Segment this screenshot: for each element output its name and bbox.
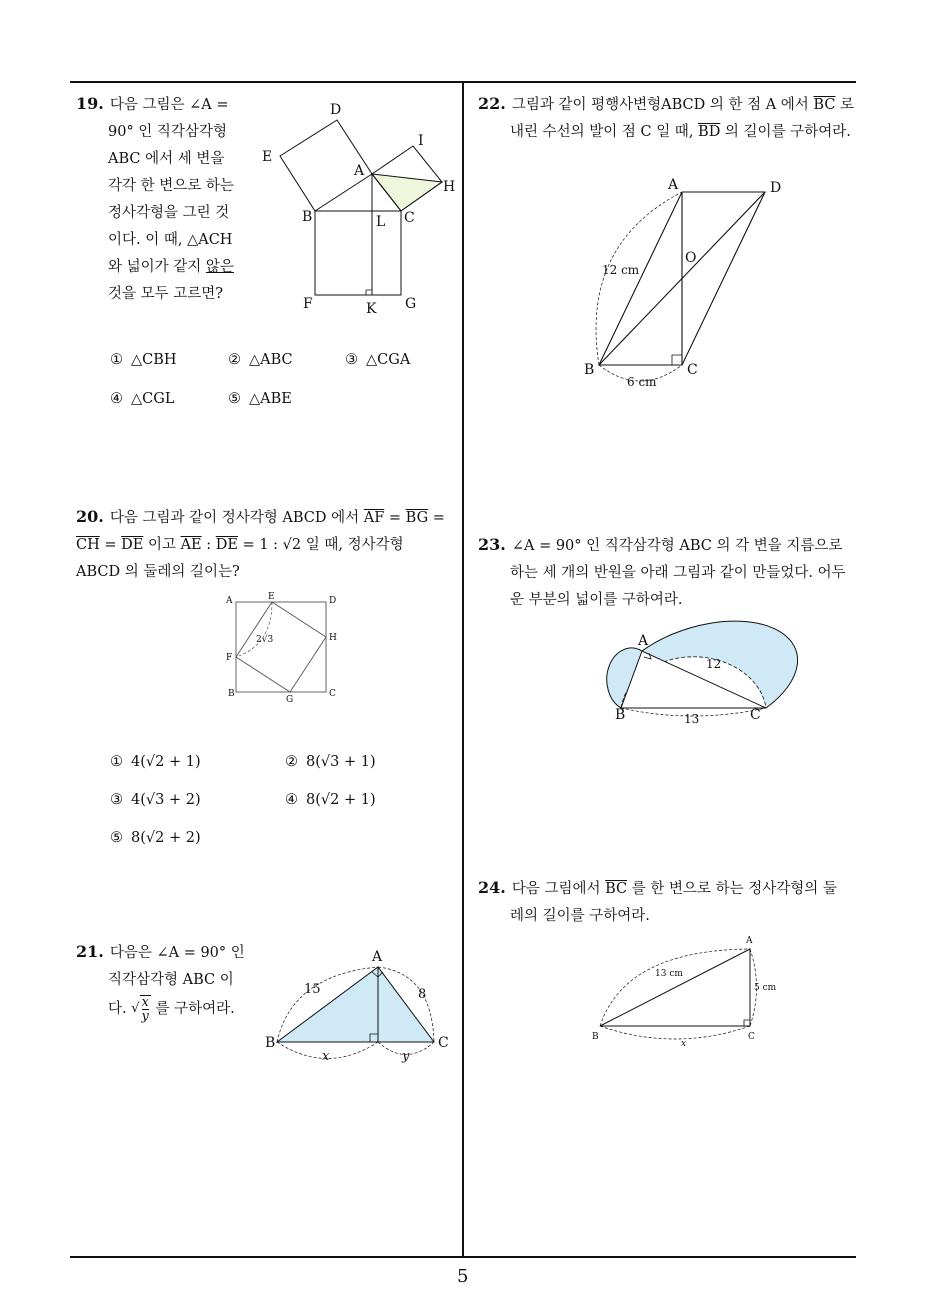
label-C: C bbox=[404, 210, 415, 226]
question-20: 20. 다음 그림과 같이 정사각형 ABCD 에서 $\overline{AF} = \overline{BG}$ = $\overline{CH} = \overline{DE}$ 이고 $\overline{AE}$ : $\overline{DE} = 1$ : √2 일 때, 정사각형 ABCD 의 둘레의 길이는? bbox=[76, 503, 445, 586]
q24-line: 레의 길이를 구하여라. bbox=[510, 908, 650, 924]
right-angle-mark bbox=[672, 355, 682, 365]
q21-line: 직각삼각형 ABC 이 bbox=[108, 972, 234, 988]
label-H: H bbox=[329, 633, 337, 643]
label-12cm: 12 cm bbox=[602, 263, 640, 277]
question-number: 23. bbox=[478, 535, 506, 554]
choice-3[interactable]: ③ 4(√3 + 2) bbox=[110, 792, 201, 808]
label-A: A bbox=[638, 633, 649, 649]
label-x: x bbox=[322, 1049, 330, 1064]
page-number: 5 bbox=[457, 1266, 469, 1287]
right-angle-mark bbox=[744, 1020, 750, 1026]
q19-line: 와 넓이가 같지 bbox=[108, 259, 206, 275]
segment-DE: $\overline{DE}$ bbox=[121, 537, 144, 553]
label-O: O bbox=[685, 250, 697, 266]
label-L: L bbox=[376, 214, 386, 230]
label-y: y bbox=[402, 1049, 410, 1064]
label-G: G bbox=[405, 296, 417, 312]
label-I: I bbox=[418, 133, 424, 149]
q19-line: 90° 인 직각삼각형 bbox=[108, 124, 227, 140]
square-ABCD bbox=[236, 602, 326, 692]
label-H: H bbox=[443, 179, 456, 195]
inner-square-EHGF bbox=[236, 602, 326, 692]
label-D: D bbox=[770, 180, 782, 196]
label-B: B bbox=[265, 1035, 276, 1051]
question-number: 20. bbox=[76, 507, 104, 526]
square-on-BC bbox=[315, 211, 401, 295]
label-C: C bbox=[687, 362, 698, 378]
label-A: A bbox=[668, 177, 679, 193]
label-E: E bbox=[268, 592, 275, 602]
choice-2[interactable]: ② △ABC bbox=[228, 352, 293, 368]
segment-BD: $\overline{BD}$ bbox=[698, 124, 721, 140]
q23-figure bbox=[600, 612, 780, 742]
label-B: B bbox=[592, 1032, 599, 1042]
label-B: B bbox=[615, 707, 626, 723]
label-13cm: 13 cm bbox=[655, 969, 683, 979]
question-24: 24. 다음 그림에서 $\overline{BC}$ 를 한 변으로 하는 정사각형의 둘 레의 길이를 구하여라. bbox=[478, 874, 837, 930]
label-G: G bbox=[286, 695, 294, 705]
label-6cm: 6 cm bbox=[627, 375, 657, 389]
choice-4[interactable]: ④ 8(√2 + 1) bbox=[285, 792, 376, 808]
question-22: 22. 그림과 같이 평행사변형ABCD 의 한 점 A 에서 $\overline{BC}$ 로 내린 수선의 발이 점 C 일 때, $\overline{BD}$ 의 길이를 구하여라. bbox=[478, 94, 855, 140]
label-A: A bbox=[226, 596, 233, 606]
label-K: K bbox=[366, 301, 377, 317]
q24-figure bbox=[585, 930, 805, 1050]
label-5cm: 5 cm bbox=[754, 983, 777, 993]
label-8: 8 bbox=[418, 987, 427, 1002]
label-F: F bbox=[226, 653, 233, 663]
question-number: 19. bbox=[76, 94, 104, 113]
question-23: 23. ∠A = 90° 인 직각삼각형 ABC 의 각 변을 지름으로 하는 세 개의 반원을 아래 그림과 같이 만들었다. 어두 운 부분의 넓이를 구하여라. bbox=[478, 531, 846, 614]
q21-figure bbox=[262, 945, 462, 1075]
label-B: B bbox=[228, 689, 235, 699]
label-x: x bbox=[681, 1039, 687, 1049]
q19-line: 이다. 이 때, △ACH bbox=[108, 232, 233, 248]
q19-line: 것을 모두 고르면? bbox=[108, 286, 224, 302]
label-E: E bbox=[262, 149, 273, 165]
label-15: 15 bbox=[304, 982, 321, 997]
q19-line: 각각 한 변으로 하는 bbox=[108, 178, 234, 194]
segment-AF: $\overline{AF}$ bbox=[363, 510, 385, 526]
label-A: A bbox=[372, 949, 383, 965]
label-C: C bbox=[748, 1032, 755, 1042]
q19-line: 정사각형을 그린 것 bbox=[108, 205, 230, 221]
q20-figure bbox=[222, 590, 342, 710]
label-B: B bbox=[584, 362, 595, 378]
choice-1[interactable]: ① △CBH bbox=[110, 352, 177, 368]
segment-DE: $\overline{DE}$ bbox=[215, 537, 238, 553]
choice-1[interactable]: ① 4(√2 + 1) bbox=[110, 754, 201, 770]
label-A: A bbox=[354, 163, 365, 179]
label-A: A bbox=[746, 936, 753, 946]
question-number: 21. bbox=[76, 942, 104, 961]
question-19 bbox=[76, 90, 234, 308]
label-D: D bbox=[330, 102, 342, 118]
segment-CH: $\overline{CH}$ bbox=[76, 537, 100, 553]
segment-BC: $\overline{BC}$ bbox=[605, 881, 628, 897]
segment-BG: $\overline{BG}$ bbox=[405, 510, 429, 526]
label-C: C bbox=[438, 1035, 449, 1051]
choice-2[interactable]: ② 8(√3 + 1) bbox=[285, 754, 376, 770]
q19-figure bbox=[255, 95, 465, 325]
length-label: 2√3 bbox=[256, 635, 274, 645]
q22-figure bbox=[580, 175, 800, 395]
dashed-arc-BC bbox=[600, 1026, 750, 1039]
question-number: 22. bbox=[478, 94, 506, 113]
sqrt-fraction: √ $\frac{x}{y}$ bbox=[131, 994, 149, 1024]
label-12: 12 bbox=[706, 657, 722, 671]
q23-line: 운 부분의 넓이를 구하여라. bbox=[510, 592, 683, 608]
segment-AE: $\overline{AE}$ bbox=[180, 537, 202, 553]
underlined-word: 않은 bbox=[205, 259, 234, 275]
label-C: C bbox=[329, 689, 336, 699]
triangle-ABC bbox=[277, 967, 434, 1042]
triangle-ABC bbox=[600, 949, 750, 1026]
choice-3[interactable]: ③ △CGA bbox=[345, 352, 411, 368]
label-B: B bbox=[302, 209, 313, 225]
choice-4[interactable]: ④ △CGL bbox=[110, 391, 175, 407]
right-angle-mark bbox=[366, 290, 372, 295]
q19-line: ABC 에서 세 변을 bbox=[108, 151, 225, 167]
q23-line: 하는 세 개의 반원을 아래 그림과 같이 만들었다. 어두 bbox=[510, 565, 846, 581]
segment-BC: $\overline{BC}$ bbox=[813, 97, 836, 113]
label-D: D bbox=[329, 596, 337, 606]
label-13: 13 bbox=[684, 712, 700, 726]
q19-line: 다음 그림은 ∠A = bbox=[109, 97, 229, 113]
q20-line: ABCD 의 둘레의 길이는? bbox=[76, 564, 240, 580]
shaded-triangle-ACH bbox=[372, 174, 442, 211]
question-number: 24. bbox=[478, 878, 506, 897]
choice-5[interactable]: ⑤ 8(√2 + 2) bbox=[110, 830, 201, 846]
label-F: F bbox=[303, 296, 313, 312]
question-21: 21. 다음은 ∠A = 90° 인 직각삼각형 ABC 이 다. √ $\frac{x}{y}$ 를 구하여라. bbox=[76, 942, 245, 1024]
label-C: C bbox=[750, 707, 761, 723]
choice-5[interactable]: ⑤ △ABE bbox=[228, 391, 292, 407]
